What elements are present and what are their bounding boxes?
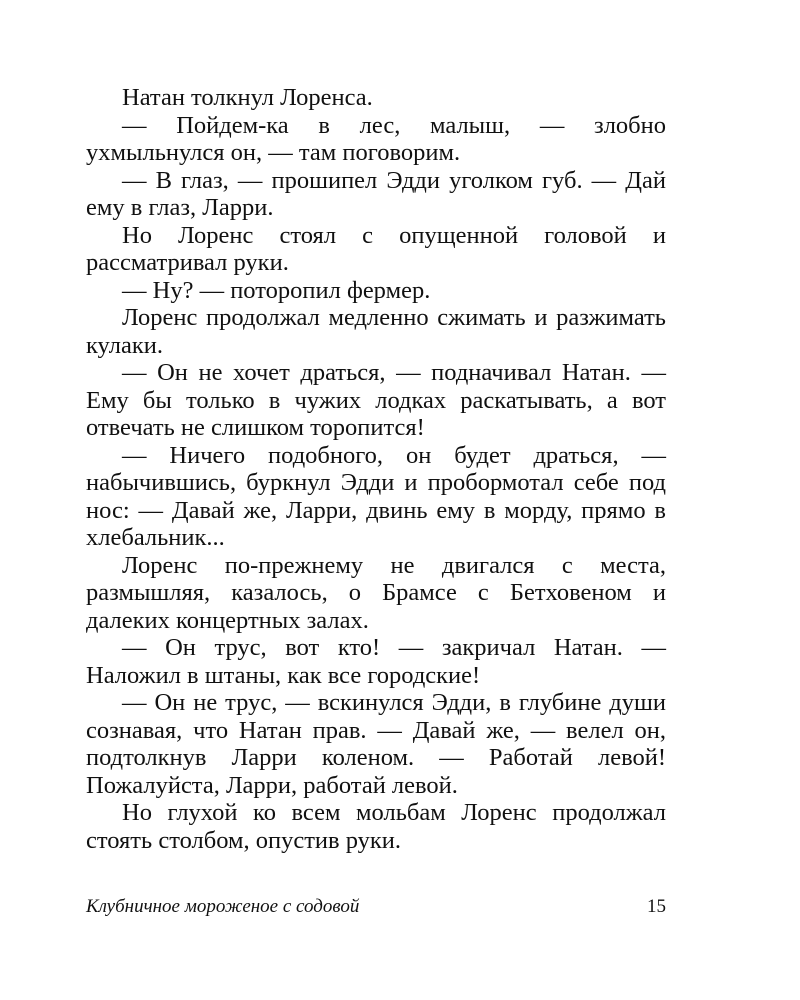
page-number: 15	[647, 896, 666, 917]
paragraph-2: — Пойдем-ка в лес, малыш, — злобно ухмыльнулся он, — там поговорим.	[86, 111, 666, 166]
paragraph-12: Но глухой ко всем мольбам Лоренс продолжал стоять столбом, опустив руки.	[86, 799, 666, 854]
paragraph-11: — Он не трус, — вскинулся Эдди, в глубине души сознавая, что Натан прав. — Давай же, — велел он, подтолкнув Ларри коленом. — Работай левой! Пожалуйста, Ларри, работай левой.	[86, 689, 666, 799]
paragraph-7: — Он не хочет драться, — подначивал Натан. — Ему бы только в чужих лодках раскатывать, а вот отвечать не слишком торопится!	[86, 359, 666, 441]
paragraph-6: Лоренс продолжал медленно сжимать и разжимать кулаки.	[86, 304, 666, 359]
paragraph-5: — Ну? — поторопил фермер.	[122, 276, 431, 304]
paragraph-9: Лоренс по-прежнему не двигался с места, размышляя, казалось, о Брамсе с Бетховеном и далеких концертных залах.	[86, 551, 666, 634]
paragraph-3: — В глаз, — прошипел Эдди уголком губ. — Дай ему в глаз, Ларри.	[86, 166, 666, 221]
body-text	[86, 84, 666, 854]
paragraph-1: Натан толкнул Лоренса.	[122, 84, 373, 111]
running-title: Клубничное мороженое с содовой	[86, 896, 360, 917]
paragraph-8: — Ничего подобного, он будет драться, — набычившись, буркнул Эдди и пробормотал себе под нос: — Давай же, Ларри, двинь ему в морду, прямо в хлебальник...	[86, 441, 666, 551]
paragraph-10: — Он трус, вот кто! — закричал Натан. — Наложил в штаны, как все городские!	[86, 634, 666, 689]
paragraph-4: Но Лоренс стоял с опущенной головой и рассматривал руки.	[86, 221, 666, 276]
